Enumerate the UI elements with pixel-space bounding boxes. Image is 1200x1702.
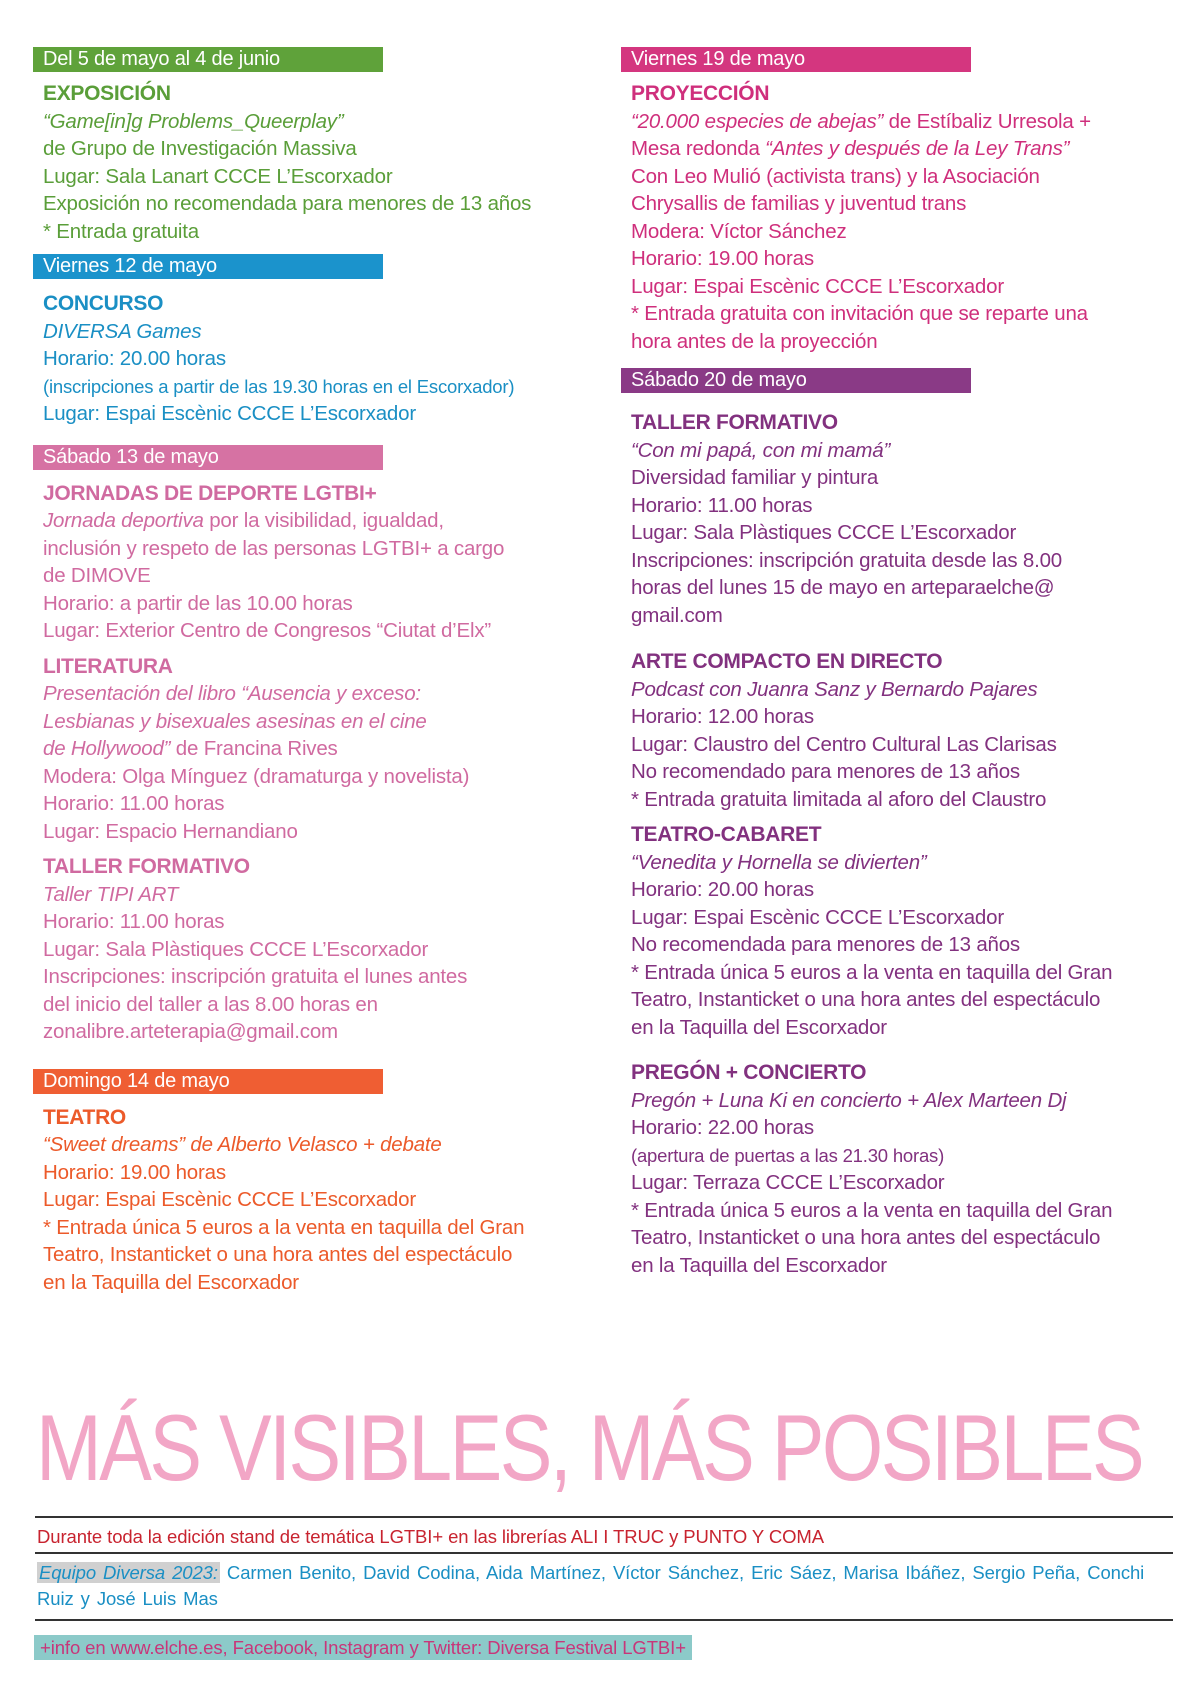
event-location: Lugar: Espai Escènic CCCE L’Escorxador: [43, 1188, 416, 1211]
event-time: Horario: a partir de las 10.00 horas: [43, 591, 353, 615]
event-description: inclusión y respeto de las personas LGTBI+ a cargo: [43, 536, 505, 560]
more-info-links[interactable]: +info en www.elche.es, Facebook, Instagram y Twitter: Diversa Festival LGTBI+: [34, 1635, 692, 1660]
event-ticket-note: Teatro, Instanticket o una hora antes del espectáculo: [631, 988, 1101, 1011]
event-title: EXPOSICIÓN: [43, 82, 171, 105]
event-location: Lugar: Terraza CCCE L’Escorxador: [631, 1171, 945, 1194]
event-location: Lugar: Exterior Centro de Congresos “Ciutat d’Elx”: [43, 619, 492, 642]
event-work-title: “20.000 especies de abejas” de Estíbaliz Urresola +: [631, 109, 1091, 133]
event-location: Lugar: Espacio Hernandiano: [43, 819, 298, 843]
date-bar-may-5-jun-4: Del 5 de mayo al 4 de junio: [33, 47, 383, 72]
event-work-title: “Con mi papá, con mi mamá”: [631, 438, 891, 462]
team-label: Equipo Diversa 2023:: [39, 1562, 218, 1583]
event-time: Horario: 11.00 horas: [43, 910, 225, 933]
event-time: Horario: 11.00 horas: [631, 493, 813, 517]
event-doors-note: (apertura de puertas a las 21.30 horas): [631, 1144, 945, 1166]
event-work-title: Lesbianas y bisexuales asesinas en el cine: [43, 709, 427, 733]
event-exposicion: [33, 80, 593, 245]
event-moderator: Modera: Víctor Sánchez: [631, 219, 847, 243]
event-teatro-cabaret: [621, 821, 1181, 1041]
event-location: Lugar: Sala Plàstiques CCCE L’Escorxador: [631, 521, 1017, 544]
event-time: Horario: 22.00 horas: [631, 1116, 814, 1139]
event-location: Lugar: Espai Escènic CCCE L’Escorxador: [631, 274, 1004, 298]
event-description: Jornada deportiva por la visibilidad, igualdad,: [43, 509, 444, 532]
divider: [35, 1552, 1173, 1554]
event-registration-note: Inscripciones: inscripción gratuita desde las 8.00: [631, 548, 1062, 572]
event-description: de DIMOVE: [43, 564, 151, 587]
event-title: LITERATURA: [43, 654, 173, 678]
event-moderator: Modera: Olga Mínguez (dramaturga y novelista): [43, 764, 470, 788]
date-bar-domingo-14: Domingo 14 de mayo: [33, 1069, 383, 1094]
event-literatura: [33, 653, 593, 846]
event-ticket-note: Teatro, Instanticket o una hora antes del espectáculo: [631, 1226, 1101, 1249]
event-email-link[interactable]: zonalibre.arteterapia@gmail.com: [43, 1020, 338, 1043]
event-ticket-note: en la Taquilla del Escorxador: [631, 1015, 887, 1039]
event-time: Horario: 12.00 horas: [631, 705, 814, 728]
event-ticket-note: * Entrada única 5 euros a la venta en taquilla del Gran: [631, 1198, 1113, 1222]
event-ticket-note: * Entrada única 5 euros a la venta en taquilla del Gran: [631, 960, 1113, 984]
event-time: Horario: 19.00 horas: [631, 247, 814, 270]
left-column: [33, 47, 593, 1296]
event-title: TALLER FORMATIVO: [43, 855, 250, 878]
event-registration-note: del inicio del taller a las 8.00 horas en: [43, 992, 378, 1016]
event-work-title: Taller TIPI ART: [43, 882, 179, 906]
event-age-note: No recomendado para menores de 13 años: [631, 760, 1020, 783]
event-time: Horario: 20.00 horas: [631, 878, 814, 901]
date-bar-viernes-19: Viernes 19 de mayo: [621, 47, 971, 72]
event-title: TEATRO-CABARET: [631, 823, 822, 846]
date-bar-viernes-12: Viernes 12 de mayo: [33, 254, 383, 279]
event-guests: Chrysallis de familias y juventud trans: [631, 192, 967, 215]
event-jornadas-deporte: [33, 480, 593, 645]
right-column: [621, 47, 1181, 1279]
event-author: de Grupo de Investigación Massiva: [43, 137, 357, 160]
event-title: JORNADAS DE DEPORTE LGTBI+: [43, 481, 377, 505]
event-time: Horario: 19.00 horas: [43, 1160, 226, 1184]
event-title: TEATRO: [43, 1105, 126, 1129]
event-location: Lugar: Sala Lanart CCCE L’Escorxador: [43, 164, 393, 188]
event-round-table: Mesa redonda “Antes y después de la Ley Trans”: [631, 137, 1070, 160]
event-work-title: DIVERSA Games: [43, 319, 202, 343]
event-age-note: Exposición no recomendada para menores de 13 años: [43, 192, 532, 215]
event-pregon-concierto: [621, 1059, 1181, 1279]
event-author: de Hollywood” de Francina Rives: [43, 737, 338, 760]
event-title: CONCURSO: [43, 292, 164, 315]
event-concurso: [33, 290, 593, 428]
team-members: Carmen Benito, David Codina, Aida Martínez, Víctor Sánchez, Eric Sáez, Marisa Ibáñez, Sergio Peña, Conchi Ruiz y José Luis Mas: [37, 1562, 1145, 1609]
event-title: PROYECCIÓN: [631, 82, 770, 105]
event-entry-note: * Entrada gratuita con invitación que se reparte una: [631, 302, 1088, 325]
stand-notice: Durante toda la edición stand de temática LGTBI+ en las librerías ALI I TRUC y PUNTO Y COMA: [37, 1526, 824, 1547]
event-entry-note: * Entrada gratuita: [43, 219, 199, 243]
event-ticket-note: Teatro, Instanticket o una hora antes del espectáculo: [43, 1243, 513, 1266]
event-ticket-note: * Entrada única 5 euros a la venta en taquilla del Gran: [43, 1215, 525, 1239]
event-teatro: [33, 1104, 593, 1297]
event-work-title: Podcast con Juanra Sanz y Bernardo Pajares: [631, 677, 1038, 701]
team-credits: [37, 1560, 1173, 1612]
date-bar-sabado-13: Sábado 13 de mayo: [33, 445, 383, 470]
event-registration-note: Inscripciones: inscripción gratuita el lunes antes: [43, 965, 468, 988]
event-location: Lugar: Sala Plàstiques CCCE L’Escorxador: [43, 937, 429, 961]
event-proyeccion: [621, 80, 1181, 355]
event-work-title: “Game[in]g Problems_Queerplay”: [43, 109, 344, 133]
event-title: TALLER FORMATIVO: [631, 411, 838, 434]
event-taller-con-mi-papa: [621, 409, 1181, 629]
slogan-heading: MÁS VISIBLES, MÁS POSIBLES: [36, 1395, 1143, 1500]
event-location: Lugar: Claustro del Centro Cultural Las Clarisas: [631, 732, 1057, 756]
event-guests: Con Leo Mulió (activista trans) y la Asociación: [631, 164, 1040, 188]
event-work-title: “Venedita y Hornella se divierten”: [631, 850, 927, 874]
event-email-link[interactable]: gmail.com: [631, 603, 723, 627]
event-title: ARTE COMPACTO EN DIRECTO: [631, 650, 943, 673]
date-bar-sabado-20: Sábado 20 de mayo: [621, 368, 971, 393]
divider: [35, 1516, 1173, 1518]
event-entry-note: * Entrada gratuita limitada al aforo del Claustro: [631, 787, 1047, 811]
event-description: Diversidad familiar y pintura: [631, 466, 879, 489]
event-taller-tipi-art: [33, 853, 593, 1046]
divider: [35, 1619, 1173, 1621]
event-title: PREGÓN + CONCIERTO: [631, 1061, 867, 1084]
event-work-title: Presentación del libro “Ausencia y exceso:: [43, 682, 421, 705]
event-time: Horario: 11.00 horas: [43, 792, 225, 815]
event-age-note: No recomendada para menores de 13 años: [631, 933, 1020, 956]
event-registration-note: (inscripciones a partir de las 19.30 horas en el Escorxador): [43, 375, 515, 397]
event-work-title: Pregón + Luna Ki en concierto + Alex Marteen Dj: [631, 1088, 1067, 1112]
event-location: Lugar: Espai Escènic CCCE L’Escorxador: [631, 905, 1004, 929]
event-arte-compacto: [621, 648, 1181, 813]
event-location: Lugar: Espai Escènic CCCE L’Escorxador: [43, 402, 416, 425]
event-work-title: “Sweet dreams” de Alberto Velasco + debate: [43, 1133, 442, 1156]
event-time: Horario: 20.00 horas: [43, 347, 226, 370]
event-entry-note: hora antes de la proyección: [631, 329, 878, 353]
event-ticket-note: en la Taquilla del Escorxador: [43, 1270, 299, 1294]
event-registration-note: horas del lunes 15 de mayo en arteparaelche@: [631, 576, 1055, 599]
event-ticket-note: en la Taquilla del Escorxador: [631, 1253, 887, 1277]
